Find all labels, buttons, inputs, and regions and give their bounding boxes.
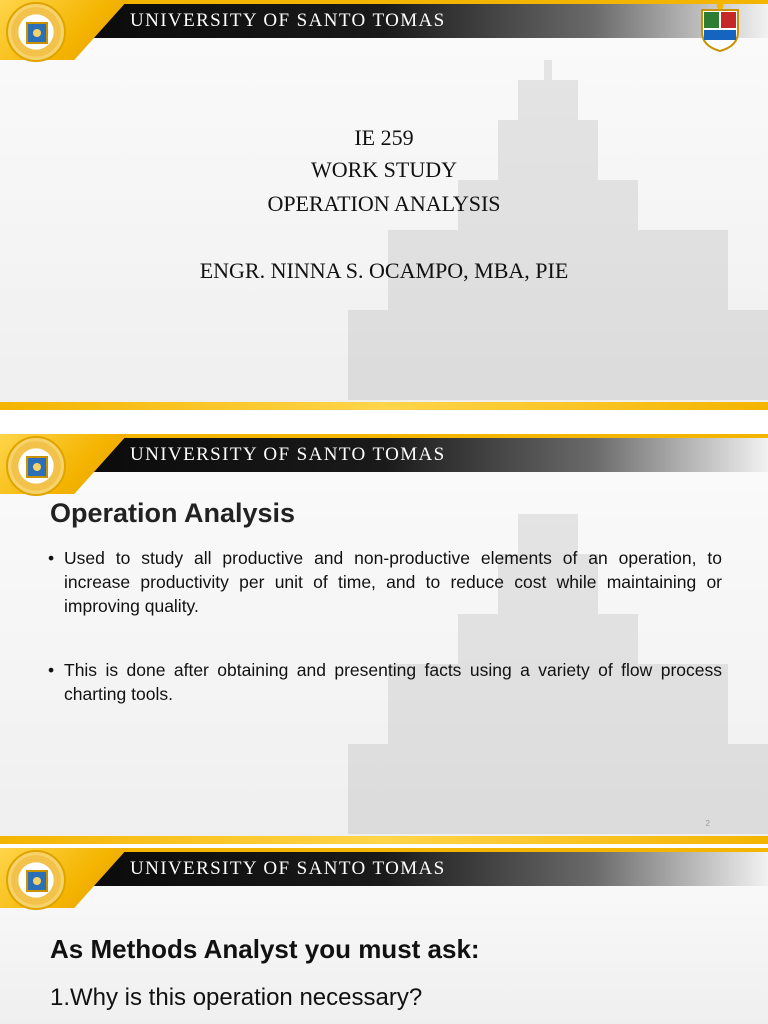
operation-analysis-slide [0, 434, 768, 844]
author-name: ENGR. NINNA S. OCAMPO, MBA, PIE [199, 258, 569, 283]
building-watermark-icon [348, 60, 768, 400]
page-number: 2 [705, 819, 710, 828]
slide-header [0, 0, 768, 44]
slide-header [0, 434, 768, 478]
bullet-list [48, 546, 722, 746]
university-name: UNIVERSITY OF SANTO TOMAS [130, 10, 446, 31]
methods-analyst-slide [0, 848, 768, 1024]
ust-seal-icon [6, 850, 66, 910]
university-name: UNIVERSITY OF SANTO TOMAS [130, 444, 446, 465]
question-item: 1.Why is this operation necessary? [50, 984, 423, 1011]
gold-footer-strip [0, 836, 768, 844]
university-name: UNIVERSITY OF SANTO TOMAS [130, 858, 446, 879]
subject-title: WORK STUDY [310, 157, 458, 182]
gold-footer-strip [0, 402, 768, 410]
ust-seal-icon [6, 2, 66, 62]
topic-title: OPERATION ANALYSIS [267, 191, 501, 216]
title-slide [0, 0, 768, 410]
course-code: IE 259 [354, 125, 414, 150]
bullet-item: • Used to study all productive and non-productive elements of an operation, to increase productivity per unit of time, and to reduce cost while maintaining or improving quality. [48, 546, 722, 618]
bullet-item: • This is done after obtaining and presenting facts using a variety of flow process charting tools. [48, 658, 722, 706]
ust-crest-icon [698, 2, 742, 52]
slide-heading: Operation Analysis [50, 498, 296, 528]
slide-heading: As Methods Analyst you must ask: [50, 934, 480, 964]
ust-seal-icon [6, 436, 66, 496]
slide-header [0, 848, 768, 892]
